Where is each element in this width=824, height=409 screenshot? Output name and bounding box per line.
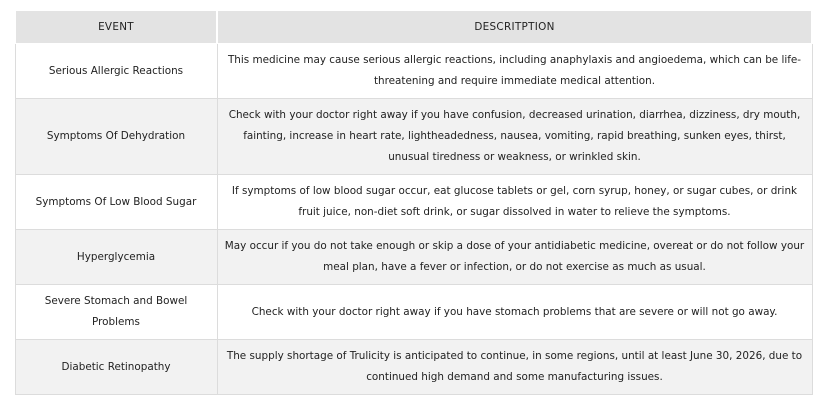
table-row: [15, 340, 812, 395]
description-cell: May occur if you do not take enough or skip a dose of your antidiabetic medicine, overeat or do not follow your meal plan, have a fever or infection, or do not exercise as much as usual.: [217, 230, 812, 285]
event-cell: Severe Stomach and Bowel Problems: [15, 285, 217, 340]
table-row: [15, 230, 812, 285]
events-table: [14, 10, 813, 395]
event-cell: Symptoms Of Dehydration: [15, 99, 217, 175]
events-table-container: [14, 10, 811, 395]
column-header-description: DESCRITPTION: [217, 11, 812, 44]
table-row: [15, 175, 812, 230]
event-cell: Hyperglycemia: [15, 230, 217, 285]
event-cell: Symptoms Of Low Blood Sugar: [15, 175, 217, 230]
event-cell: Diabetic Retinopathy: [15, 340, 217, 395]
description-cell: Check with your doctor right away if you have stomach problems that are severe or will not go away.: [217, 285, 812, 340]
event-cell: Serious Allergic Reactions: [15, 44, 217, 99]
table-row: [15, 285, 812, 340]
table-header-row: [15, 11, 812, 44]
column-header-event: EVENT: [15, 11, 217, 44]
table-row: [15, 44, 812, 99]
description-cell: The supply shortage of Trulicity is anticipated to continue, in some regions, until at least June 30, 2026, due to continued high demand and some manufacturing issues.: [217, 340, 812, 395]
table-row: [15, 99, 812, 175]
description-cell: Check with your doctor right away if you have confusion, decreased urination, diarrhea, dizziness, dry mouth, fainting, increase in heart rate, lightheadedness, nausea, vomiting, rapid breathing, sunken eyes, thirst, unusual tiredness or weakness, or wrinkled skin.: [217, 99, 812, 175]
description-cell: If symptoms of low blood sugar occur, eat glucose tablets or gel, corn syrup, honey, or sugar cubes, or drink fruit juice, non-diet soft drink, or sugar dissolved in water to relieve the symptoms.: [217, 175, 812, 230]
description-cell: This medicine may cause serious allergic reactions, including anaphylaxis and angioedema, which can be life-threatening and require immediate medical attention.: [217, 44, 812, 99]
